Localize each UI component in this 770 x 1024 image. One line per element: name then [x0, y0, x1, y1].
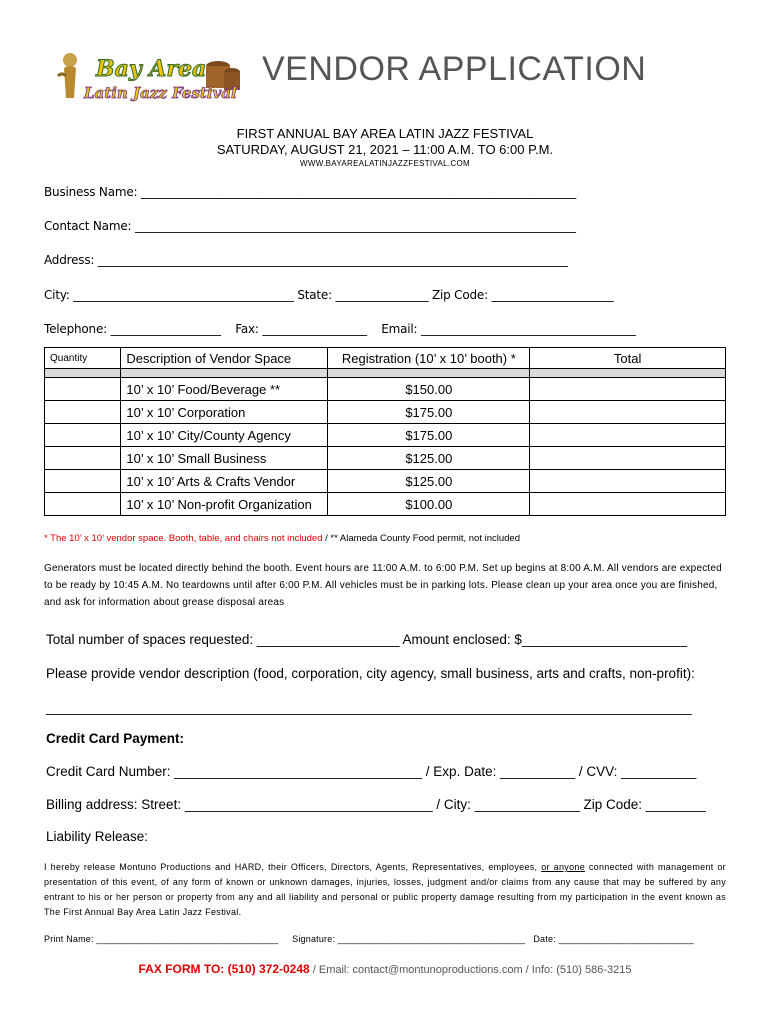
total-cell[interactable]: [530, 470, 726, 493]
signature-field[interactable]: Signature: ____________________________________: [292, 934, 526, 944]
price-cell: $125.00: [328, 447, 530, 470]
table-row: [45, 447, 726, 470]
quantity-cell[interactable]: [45, 401, 121, 424]
city-state-zip-row: [44, 288, 613, 302]
zip-field[interactable]: Zip Code: _____________________: [432, 288, 614, 302]
quantity-cell[interactable]: [45, 447, 121, 470]
quantity-cell[interactable]: [45, 424, 121, 447]
spaces-amount-field[interactable]: Total number of spaces requested: ___________________ Amount enclosed: $______________________: [46, 632, 688, 647]
header-quantity: Quantity: [45, 348, 121, 369]
total-cell[interactable]: [530, 447, 726, 470]
contact-name-field[interactable]: Contact Name: ____________________________________________________________________________: [44, 219, 576, 233]
print-name-field[interactable]: Print Name: ___________________________________: [44, 934, 279, 944]
header-description: Description of Vendor Space: [121, 348, 328, 369]
price-cell: $175.00: [328, 424, 530, 447]
header-total: Total: [530, 348, 726, 369]
footer-email-info: / Email: contact@montunoproductions.com / Info: (510) 586-3215: [309, 964, 632, 976]
fax-number: FAX FORM TO: (510) 372-0248: [138, 962, 310, 976]
total-cell[interactable]: [530, 493, 726, 516]
description-cell: 10’ x 10’ Corporation: [121, 401, 328, 424]
liability-text: [44, 860, 726, 920]
footnote-booth: * The 10’ x 10’ vendor space. Booth, table, and chairs not included: [44, 533, 323, 544]
table-row: [45, 401, 726, 424]
state-field[interactable]: State: ________________: [297, 288, 429, 302]
liability-heading: Liability Release:: [46, 829, 149, 844]
description-cell: 10’ x 10’ Arts & Crafts Vendor: [121, 470, 328, 493]
description-cell: 10’ x 10’ Small Business: [121, 447, 328, 470]
credit-card-heading: Credit Card Payment:: [46, 731, 185, 746]
total-cell[interactable]: [530, 401, 726, 424]
logo-text-2: Latin Jazz Festival: [84, 84, 237, 102]
table-divider-row: [45, 369, 726, 378]
page-title: VENDOR APPLICATION: [262, 50, 647, 88]
description-cell: 10’ x 10’ City/County Agency: [121, 424, 328, 447]
total-cell[interactable]: [530, 424, 726, 447]
price-cell: $150.00: [328, 378, 530, 401]
fax-field[interactable]: Fax: __________________: [235, 322, 367, 336]
table-row: [45, 470, 726, 493]
footer-contact: [0, 962, 770, 976]
price-cell: $100.00: [328, 493, 530, 516]
header-registration: Registration (10’ x 10’ booth) *: [328, 348, 530, 369]
table-row: [45, 493, 726, 516]
vendor-description-prompt: Please provide vendor description (food, corporation, city agency, small business, arts and crafts, non-profit):: [46, 666, 695, 681]
signature-row: [44, 934, 694, 944]
description-cell: 10’ x 10’ Food/Beverage **: [121, 378, 328, 401]
website-link[interactable]: WWW.BAYAREALATINJAZZFESTIVAL.COM: [300, 159, 470, 168]
email-field[interactable]: Email: _____________________________________: [381, 322, 636, 336]
footnote-permit: / ** Alameda County Food permit, not included: [322, 533, 521, 544]
city-field[interactable]: City: ______________________________________: [44, 288, 294, 302]
liability-text-part2: connected with management or presentation of this event, of any form of known or unknown damages, injuries, losses, judgment and/or claims from any cause that may be suffered by any entrant to his or her person or property from any and all liability and personal or public property damage resulting from my participation in the event known as The First Annual Bay Area Latin Jazz Festival.: [44, 862, 726, 917]
quantity-cell[interactable]: [45, 470, 121, 493]
vendor-space-table: [44, 347, 726, 516]
contact-info-row: [44, 322, 636, 336]
liability-text-underlined: or anyone: [541, 862, 585, 872]
business-name-field[interactable]: Business Name: ___________________________________________________________________________: [44, 185, 576, 199]
table-row: [45, 378, 726, 401]
description-cell: 10’ x 10’ Non-profit Organization: [121, 493, 328, 516]
credit-card-field[interactable]: Credit Card Number: _________________________________ / Exp. Date: __________ / CVV: __________: [46, 764, 697, 779]
billing-address-field[interactable]: Billing address: Street: _________________________________ / City: ______________ Zip Code: ________: [46, 797, 706, 812]
table-header-row: [45, 348, 726, 369]
vendor-rules-paragraph: Generators must be located directly behind the booth. Event hours are 11:00 A.M. to 6:00 P.M. Set up begins at 8:00 A.M. All vendors are expected to be ready by 10:45 A.M. No teardowns until after 6:00 P.M. All vehicles must be in parking lots. Please clean up your area once you are finished, and ask for information about grease disposal areas: [44, 563, 722, 608]
footnote: [44, 533, 520, 544]
festival-logo: [54, 46, 240, 108]
address-field[interactable]: Address: _________________________________________________________________________________: [44, 253, 568, 267]
total-cell[interactable]: [530, 378, 726, 401]
quantity-cell[interactable]: [45, 493, 121, 516]
event-name: FIRST ANNUAL BAY AREA LATIN JAZZ FESTIVAL: [236, 126, 534, 141]
event-date: SATURDAY, AUGUST 21, 2021 – 11:00 A.M. TO 6:00 P.M.: [216, 142, 554, 157]
price-cell: $175.00: [328, 401, 530, 424]
table-row: [45, 424, 726, 447]
liability-text-part1: I hereby release Montuno Productions and HARD, their Officers, Directors, Agents, Representatives, employees,: [44, 862, 542, 872]
price-cell: $125.00: [328, 470, 530, 493]
logo-text-1: Bay Area: [96, 56, 207, 82]
vendor-description-field[interactable]: ______________________________________________________________________________________: [46, 700, 692, 715]
telephone-field[interactable]: Telephone: ___________________: [44, 322, 221, 336]
quantity-cell[interactable]: [45, 378, 121, 401]
date-field[interactable]: Date: __________________________: [533, 934, 694, 944]
